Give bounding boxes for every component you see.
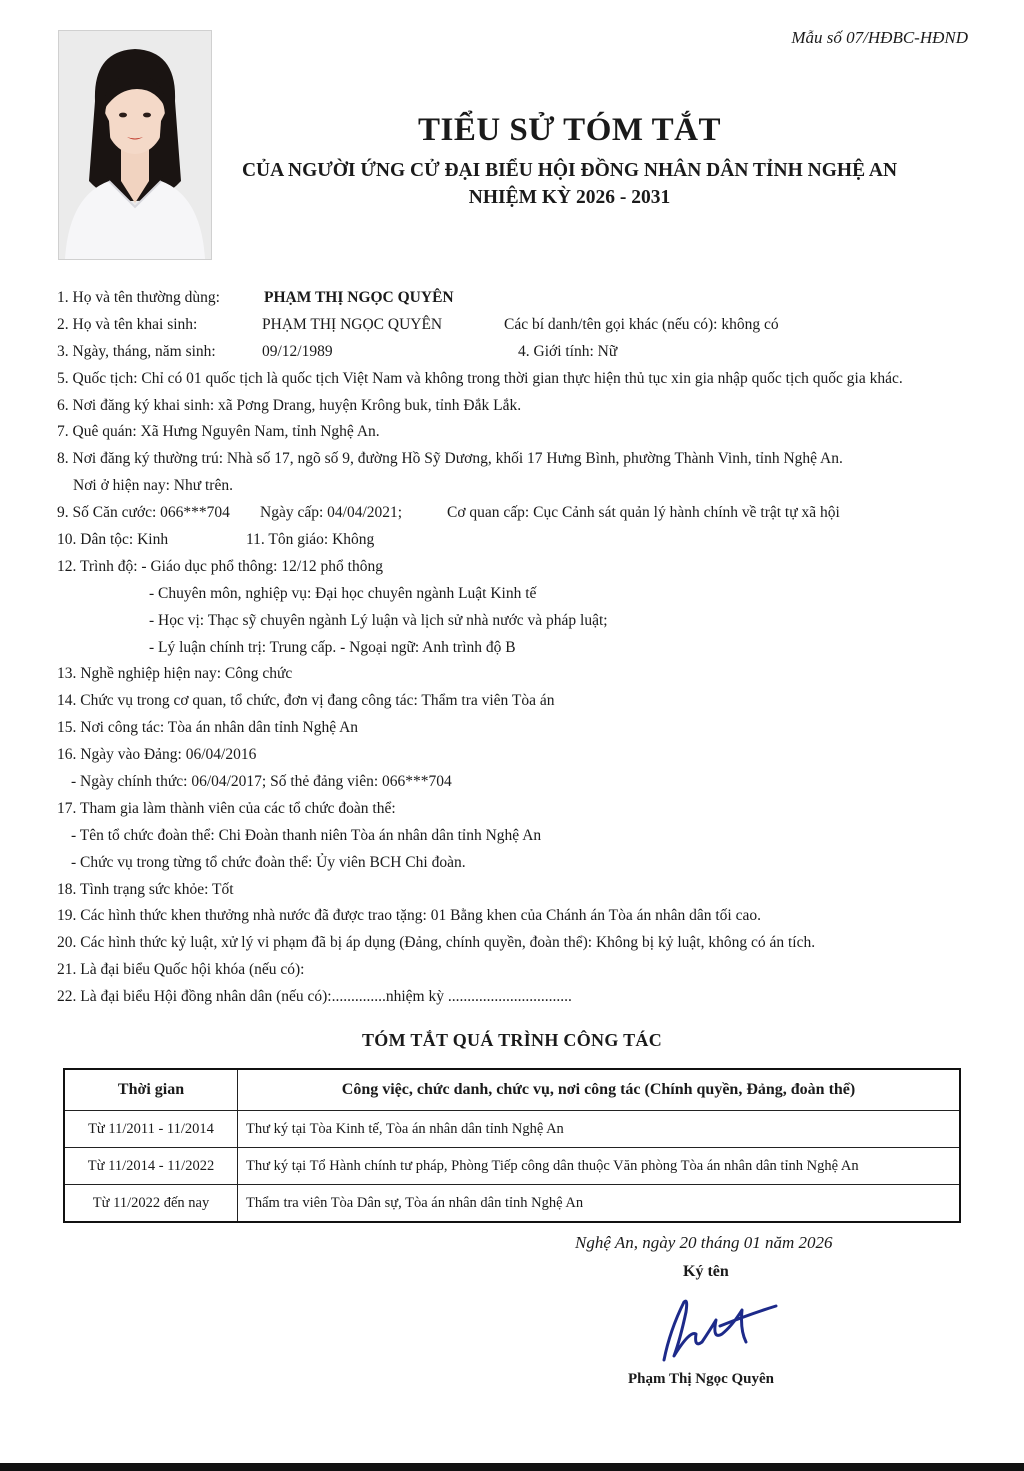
personal-info (57, 285, 987, 1011)
document-term: NHIỆM KỲ 2026 - 2031 (468, 187, 671, 208)
info-row-17b: - Tên tổ chức đoàn thể: Chi Đoàn thanh niên Tòa án nhân dân tỉnh Nghệ An (71, 826, 542, 844)
alias-text: Các bí danh/tên gọi khác (nếu có): không có (504, 315, 779, 333)
info-row-1 (57, 285, 987, 312)
info-row-19: 19. Các hình thức khen thưởng nhà nước đã được trao tặng: 01 Bằng khen của Chánh án Tòa án nhân dân tối cao. (57, 907, 761, 925)
id-issue-date: Ngày cấp: 04/04/2021; (260, 504, 403, 522)
info-row-16b: - Ngày chính thức: 06/04/2017; Số thẻ đảng viên: 066***704 (71, 773, 452, 791)
info-row-15: 15. Nơi công tác: Tòa án nhân dân tỉnh Nghệ An (57, 719, 359, 737)
birth-date-value: 09/12/1989 (262, 342, 333, 360)
info-row-8: 8. Nơi đăng ký thường trú: Nhà số 17, ngõ số 9, đường Hồ Sỹ Dương, khối 17 Hưng Bình, phường Thành Vinh, tỉnh Nghệ An. (57, 450, 843, 468)
religion-text: 11. Tôn giáo: Không (246, 531, 375, 549)
info-row-6: 6. Nơi đăng ký khai sinh: xã Pơng Drang, huyện Krông buk, tỉnh Đắk Lắk. (57, 396, 522, 414)
col-desc-header: Công việc, chức danh, chức vụ, nơi công tác (Chính quyền, Đảng, đoàn thể) (238, 1069, 961, 1111)
work-desc-cell: Thẩm tra viên Tòa Dân sự, Tòa án nhân dân tỉnh Nghệ An (238, 1185, 961, 1223)
document-subtitle: CỦA NGƯỜI ỨNG CỬ ĐẠI BIỂU HỘI ĐỒNG NHÂN DÂN TỈNH NGHỆ AN (241, 160, 898, 181)
ethnicity-text: 10. Dân tộc: Kinh (57, 531, 169, 549)
info-row-17: 17. Tham gia làm thành viên của các tổ chức đoàn thể: (57, 799, 396, 817)
info-row-7: 7. Quê quán: Xã Hưng Nguyên Nam, tỉnh Nghệ An. (57, 423, 380, 441)
info-row-12b: - Chuyên môn, nghiệp vụ: Đại học chuyên ngành Luật Kinh tế (149, 584, 537, 602)
table-row (64, 1148, 960, 1185)
signature-label: Ký tên (683, 1263, 729, 1280)
table-row (64, 1111, 960, 1148)
info-row-16: 16. Ngày vào Đảng: 06/04/2016 (57, 746, 257, 764)
info-row-8b: Nơi ở hiện nay: Như trên. (73, 477, 233, 495)
info-row-5: 5. Quốc tịch: Chỉ có 01 quốc tịch là quốc tịch Việt Nam và không trong thời gian thực hiện thủ tục xin gia nhập quốc tịch quốc gia khác. (57, 369, 903, 387)
birth-name-label: 2. Họ và tên khai sinh: (57, 315, 198, 333)
work-history-title: TÓM TẮT QUÁ TRÌNH CÔNG TÁC (361, 1030, 663, 1050)
info-row-9 (57, 500, 987, 527)
full-name-label: 1. Họ và tên thường dùng: (57, 289, 220, 306)
info-row-10 (57, 527, 987, 554)
page-bottom-edge (0, 1463, 1024, 1471)
work-time-cell: Từ 11/2022 đến nay (64, 1185, 238, 1223)
info-row-22: 22. Là đại biểu Hội đồng nhân dân (nếu có):..............nhiệm kỳ ................................ (57, 988, 572, 1006)
info-row-20: 20. Các hình thức kỷ luật, xử lý vi phạm đã bị áp dụng (Đảng, chính quyền, đoàn thể): Không bị kỷ luật, không có án tích. (57, 934, 816, 952)
id-issuing-agency: Cơ quan cấp: Cục Cảnh sát quản lý hành chính về trật tự xã hội (447, 504, 840, 522)
info-row-18: 18. Tình trạng sức khỏe: Tốt (57, 880, 234, 898)
info-row-17c: - Chức vụ trong từng tổ chức đoàn thể: Ủy viên BCH Chi đoàn. (71, 853, 466, 871)
info-row-12d: - Lý luận chính trị: Trung cấp. - Ngoại ngữ: Anh trình độ B (149, 638, 516, 656)
info-row-2 (57, 312, 987, 339)
info-row-13: 13. Nghề nghiệp hiện nay: Công chức (57, 665, 293, 683)
info-row-12: 12. Trình độ: - Giáo dục phổ thông: 12/12 phổ thông (57, 557, 383, 575)
signer-name: Phạm Thị Ngọc Quyên (628, 1371, 774, 1387)
work-time-cell: Từ 11/2011 - 11/2014 (64, 1111, 238, 1148)
id-number: 9. Số Căn cước: 066***704 (57, 504, 230, 522)
work-history-table (63, 1068, 961, 1223)
form-code: Mẫu số 07/HĐBC-HĐND (791, 28, 968, 47)
birth-date-label: 3. Ngày, tháng, năm sinh: (57, 342, 216, 360)
full-name-value: PHẠM THỊ NGỌC QUYÊN (264, 289, 454, 306)
col-time-header: Thời gian (64, 1069, 238, 1111)
info-row-3 (57, 339, 987, 366)
table-header-row (64, 1069, 960, 1111)
work-desc-cell: Thư ký tại Tổ Hành chính tư pháp, Phòng Tiếp công dân thuộc Văn phòng Tòa án nhân dân tỉnh Nghệ An (238, 1148, 961, 1185)
info-row-21: 21. Là đại biểu Quốc hội khóa (nếu có): (57, 961, 305, 979)
gender-text: 4. Giới tính: Nữ (518, 342, 618, 360)
handwritten-signature-icon (650, 1290, 790, 1375)
document-title: TIỂU SỬ TÓM TẮT (417, 112, 722, 148)
info-row-14: 14. Chức vụ trong cơ quan, tổ chức, đơn vị đang công tác: Thẩm tra viên Tòa án (57, 692, 555, 710)
info-row-12c: - Học vị: Thạc sỹ chuyên ngành Lý luận và lịch sử nhà nước và pháp luật; (149, 611, 608, 629)
birth-name-value: PHẠM THỊ NGỌC QUYÊN (262, 315, 443, 333)
work-time-cell: Từ 11/2014 - 11/2022 (64, 1148, 238, 1185)
place-and-date: Nghệ An, ngày 20 tháng 01 năm 2026 (575, 1233, 833, 1252)
table-row (64, 1185, 960, 1223)
work-desc-cell: Thư ký tại Tòa Kinh tế, Tòa án nhân dân tỉnh Nghệ An (238, 1111, 961, 1148)
